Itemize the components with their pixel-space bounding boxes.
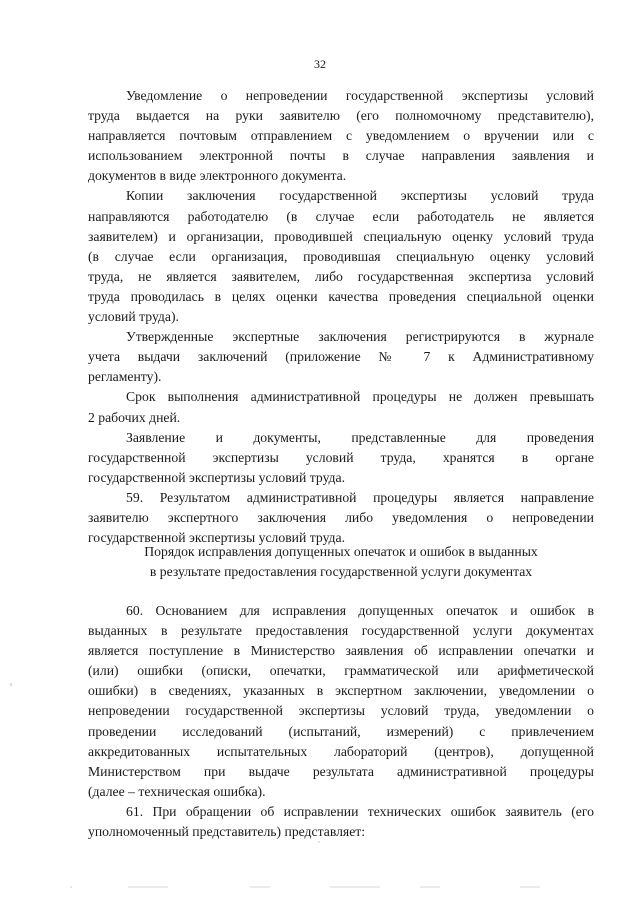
heading-line: Порядок исправления допущенных опечаток и ошибок в выданных (144, 544, 538, 559)
text-line: учета выдачи заключений (приложение № 7 к Административному (88, 349, 594, 365)
text-line: является поступление в Министерство заявления об исправлении опечатки и (88, 643, 594, 659)
text-line: аккредитованных испытательных лабораторий (центров), допущенной (88, 743, 594, 759)
text-line: Копии заключения государственной экспертизы условий труда (126, 188, 594, 204)
text-line: государственной экспертизы условий труда. (88, 530, 346, 546)
text-line: государственной экспертизы условий труда. (88, 469, 346, 485)
text-line: (далее – техническая ошибка). (88, 783, 266, 799)
text-line: проведении исследований (испытаний, измерений) с привлечением (88, 723, 594, 739)
text-line: (в случае если организация, проводившая специальную оценку условий (88, 248, 594, 264)
text-line: использованием электронной почты в случае направления заявления и (88, 148, 594, 164)
text-line: 61. При обращении об исправлении технических ошибок заявитель (его (126, 803, 594, 819)
text-line: условий труда). (88, 309, 179, 325)
text-line: уполномоченный представитель) представляет: (88, 824, 366, 840)
text-line: непроведении государственной экспертизы условий труда, уведомлении о (88, 703, 594, 719)
text-line: Уведомление о непроведении государственной экспертизы условий (126, 88, 594, 103)
text-line: государственной экспертизы условий труда, хранятся в органе (88, 449, 594, 465)
text-line: Министерством при выдаче результата административной процедуры (88, 763, 594, 779)
text-line: документов в виде электронного документа. (88, 168, 347, 184)
heading-line: в результате предоставления государственной услуги документах (149, 563, 533, 579)
body-text-block-2 (88, 601, 594, 842)
text-line: труда, не является заявителем, либо государственная экспертиза условий (88, 268, 594, 284)
text-line: 59. Результатом административной процедуры является направление (126, 489, 594, 505)
text-line: Заявление и документы, представленные для проведения (126, 429, 594, 445)
text-line: Срок выполнения административной процедуры не должен превышать (126, 389, 594, 405)
text-line: 60. Основанием для исправления допущенных опечаток и ошибок в (126, 603, 594, 618)
text-line: заявителем) и организации, проводившей специальную оценку условий труда (88, 228, 594, 244)
text-line: труда выдается на руки заявителю (его полномочному представителю), (88, 108, 594, 124)
section-heading (88, 542, 594, 581)
text-line: выданных в результате предоставления государственной услуги документах (88, 623, 594, 639)
text-line: 2 рабочих дней. (88, 409, 181, 425)
body-text-block-1 (88, 86, 594, 548)
text-line: регламенту). (88, 369, 162, 385)
text-line: направляется почтовым отправлением с уведомлением о вручении или с (88, 128, 594, 144)
text-line: ошибки) в сведениях, указанных в экспертном заключении, уведомлении о (88, 683, 594, 699)
text-line: (или) ошибки (описки, опечатки, грамматической или арифметической (88, 663, 594, 679)
text-line: направляются работодателю (в случае если работодатель не является (88, 208, 594, 224)
text-line: заявителю экспертного заключения либо уведомления о непроведении (88, 509, 594, 525)
text-line: труда проводилась в целях оценки качества проведения специальной оценки (88, 288, 594, 304)
text-line: Утвержденные экспертные заключения регистрируются в журнале (126, 329, 594, 345)
page-number: 32 (314, 57, 326, 71)
